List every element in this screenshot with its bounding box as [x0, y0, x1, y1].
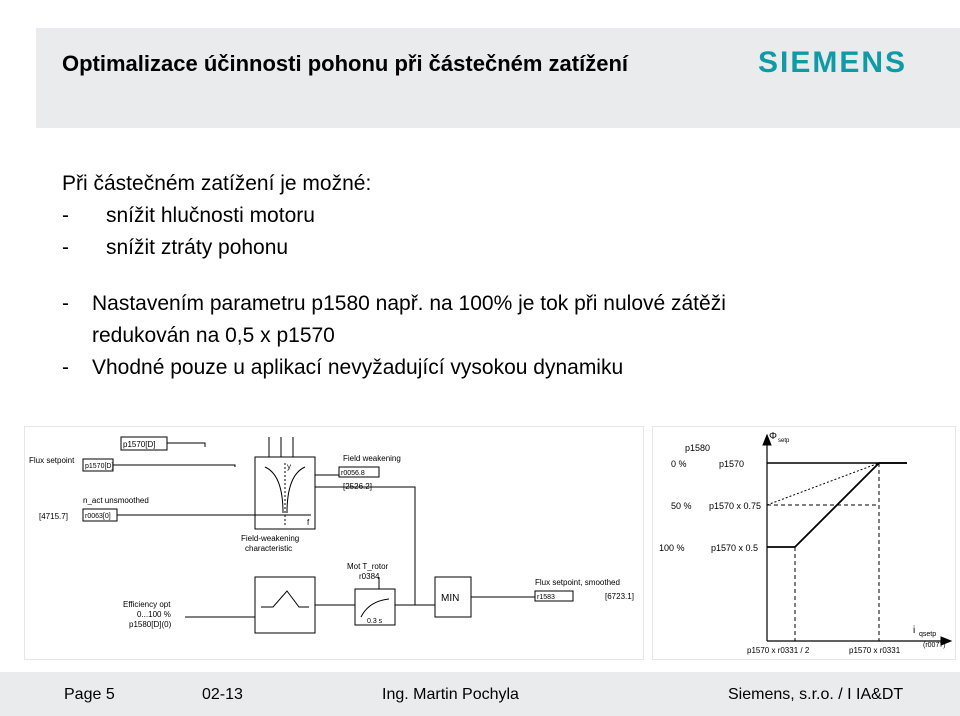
slide-title: Optimalizace účinnosti pohonu při částečném zatížení [62, 51, 628, 76]
y-top-label: p1570 [719, 459, 745, 469]
x-axis-sub2: (r0077) [923, 642, 946, 649]
list-item: - Nastavením parametru p1580 např. na 100% je tok při nulové zátěži [62, 292, 726, 315]
r0063-label: r0063[0] [85, 513, 111, 520]
p1580-label: p1580 [685, 443, 711, 453]
flux-smoothed-value: [6723.1] [605, 592, 634, 601]
pct-100-label: 100 % [659, 543, 685, 553]
fw-value: [2526.2] [343, 482, 372, 491]
phi-label: Φ [769, 431, 777, 442]
efficiency-label-2: 0...100 % [137, 610, 171, 619]
flux-characteristic [652, 426, 956, 660]
intro-line: Při částečném zatížení je možné: [62, 172, 372, 195]
y-mid-label: p1570 x 0.75 [709, 501, 762, 511]
y-axis-label: y [287, 462, 291, 471]
p1570-label: p1570[D] [123, 440, 156, 449]
efficiency-label-3: p1580[D](0) [129, 620, 172, 629]
phi-sub: setp [778, 438, 790, 444]
footer-date: 02-13 [202, 686, 243, 703]
footer-company: Siemens, s.r.o. / I IA&DT [728, 686, 904, 703]
mot-t-rotor-label: Mot T_rotor [347, 562, 389, 571]
siemens-logo: SIEMENS [758, 46, 908, 79]
x-tick-1: p1570 x r0331 / 2 [747, 646, 810, 655]
list-item-continuation: redukován na 0,5 x p1570 [92, 324, 335, 347]
r0384-label: r0384 [359, 572, 380, 581]
footer-author: Ing. Martin Pochyla [382, 686, 519, 703]
y-low-label: p1570 x 0.5 [711, 543, 759, 553]
min-label: MIN [441, 593, 460, 604]
pct-50-label: 50 % [671, 501, 692, 511]
body-text [62, 168, 942, 384]
flux-setpoint-label: Flux setpoint [29, 456, 75, 465]
list-item: - Vhodné pouze u aplikací nevyžadující vysokou dynamiku [62, 356, 624, 379]
fw-char-label-2: characteristic [245, 544, 293, 553]
f-axis-label: f [307, 518, 310, 527]
fw-char-label-1: Field-weakening [241, 534, 300, 543]
list-item: - snížit ztráty pohonu [62, 236, 289, 259]
flux-smoothed-label: Flux setpoint, smoothed [535, 578, 620, 587]
x-tick-2: p1570 x r0331 [849, 646, 901, 655]
n-act-label: n_act unsmoothed [83, 496, 149, 505]
page-number: Page 5 [64, 686, 115, 703]
r0056-label: r0056.8 [341, 470, 365, 477]
header-bar [36, 28, 960, 128]
block-diagram-svg [25, 427, 645, 661]
x-axis-label: i [913, 625, 916, 636]
r1583-label: r1583 [537, 594, 555, 601]
block-diagram [24, 426, 644, 660]
x-axis-sub: qsetp [919, 631, 937, 638]
efficiency-label-1: Efficiency opt [123, 600, 171, 609]
pct-0-label: 0 % [671, 459, 687, 469]
footer-bar [0, 672, 960, 716]
time-constant-label: 0.3 s [367, 618, 383, 625]
efficiency-block [255, 577, 315, 633]
curve-50pct [767, 463, 879, 505]
field-weakening-label: Field weakening [343, 454, 401, 463]
n-act-value: [4715.7] [39, 512, 68, 521]
flux-setpoint-param: p1570[D] [85, 463, 114, 470]
flux-characteristic-svg [653, 427, 957, 661]
list-item: - snížit hlučnosti motoru [62, 204, 315, 227]
